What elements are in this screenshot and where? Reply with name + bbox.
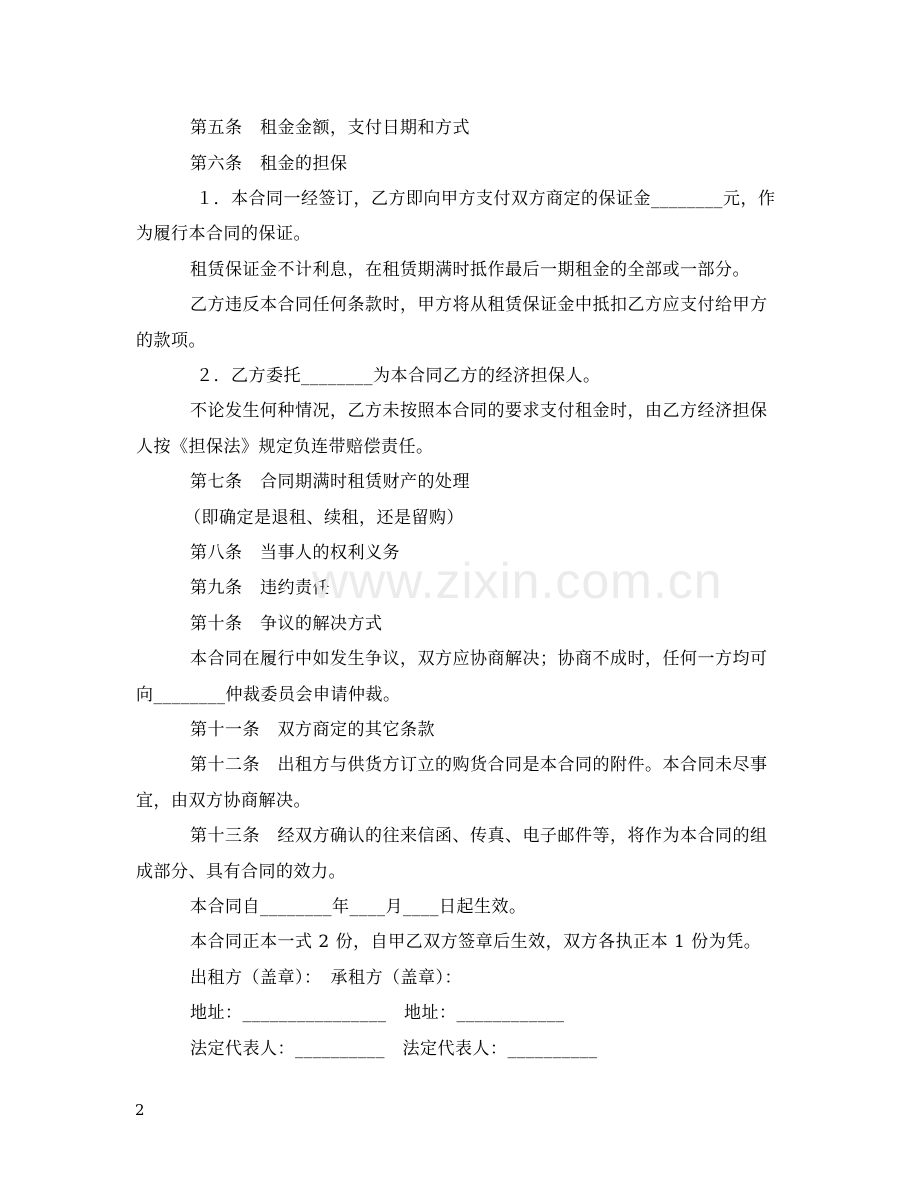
article-6-clause-2: ２．乙方委托________为本合同乙方的经济担保人。 [196,366,601,386]
article-9-heading: 第九条 违约责任 [190,578,330,598]
article-12-line-1: 第十二条 出租方与供货方订立的购货合同是本合同的附件。本合同未尽事 [190,755,768,775]
article-13-line-1: 第十三条 经双方确认的往来信函、传真、电子邮件等，将作为本合同的组 [190,826,768,846]
article-13-line-2: 成部分、具有合同的效力。 [136,862,346,882]
article-6-clause-1-line-1: １．本合同一经签订，乙方即向甲方支付双方商定的保证金________元，作 [196,189,776,209]
signature-address-line: 地址：________________ 地址：____________ [190,1003,565,1023]
breach-deduction-line-2: 的款项。 [136,331,206,351]
article-7-note: （即确定是退租、续租，还是留购） [184,508,464,528]
dispute-resolution-line-1: 本合同在履行中如发生争议，双方应协商解决；协商不成时，任何一方均可 [190,649,768,669]
watermark: www.zixin.com.cn [312,553,723,609]
article-8-heading: 第八条 当事人的权利义务 [190,543,400,563]
signature-seal-line: 出租方（盖章）： 承租方（盖章）： [190,968,462,988]
article-10-heading: 第十条 争议的解决方式 [190,614,383,634]
article-5-heading: 第五条 租金金额，支付日期和方式 [190,118,470,138]
article-7-heading: 第七条 合同期满时租赁财产的处理 [190,472,470,492]
article-6-clause-1-line-2: 为履行本合同的保证。 [136,224,311,244]
breach-deduction-line-1: 乙方违反本合同任何条款时，甲方将从租赁保证金中抵扣乙方应支付给甲方 [190,295,768,315]
article-12-line-2: 宜，由双方协商解决。 [136,791,311,811]
dispute-resolution-line-2: 向________仲裁委员会申请仲裁。 [136,685,401,705]
guarantor-liability-line-1: 不论发生何种情况，乙方未按照本合同的要求支付租金时，由乙方经济担保 [190,401,768,421]
article-6-heading: 第六条 租金的担保 [190,154,348,174]
deposit-interest-paragraph: 租赁保证金不计利息，在租赁期满时抵作最后一期租金的全部或一部分。 [190,260,750,280]
copies-line: 本合同正本一式 2 份，自甲乙双方签章后生效，双方各执正本 1 份为凭。 [190,932,762,952]
effective-date-line: 本合同自________年____月____日起生效。 [190,897,527,917]
article-11-heading: 第十一条 双方商定的其它条款 [190,720,435,740]
signature-representative-line: 法定代表人：__________ 法定代表人：__________ [190,1039,598,1059]
guarantor-liability-line-2: 人按《担保法》规定负连带赔偿责任。 [136,437,434,457]
page-number: 2 [135,1101,145,1119]
